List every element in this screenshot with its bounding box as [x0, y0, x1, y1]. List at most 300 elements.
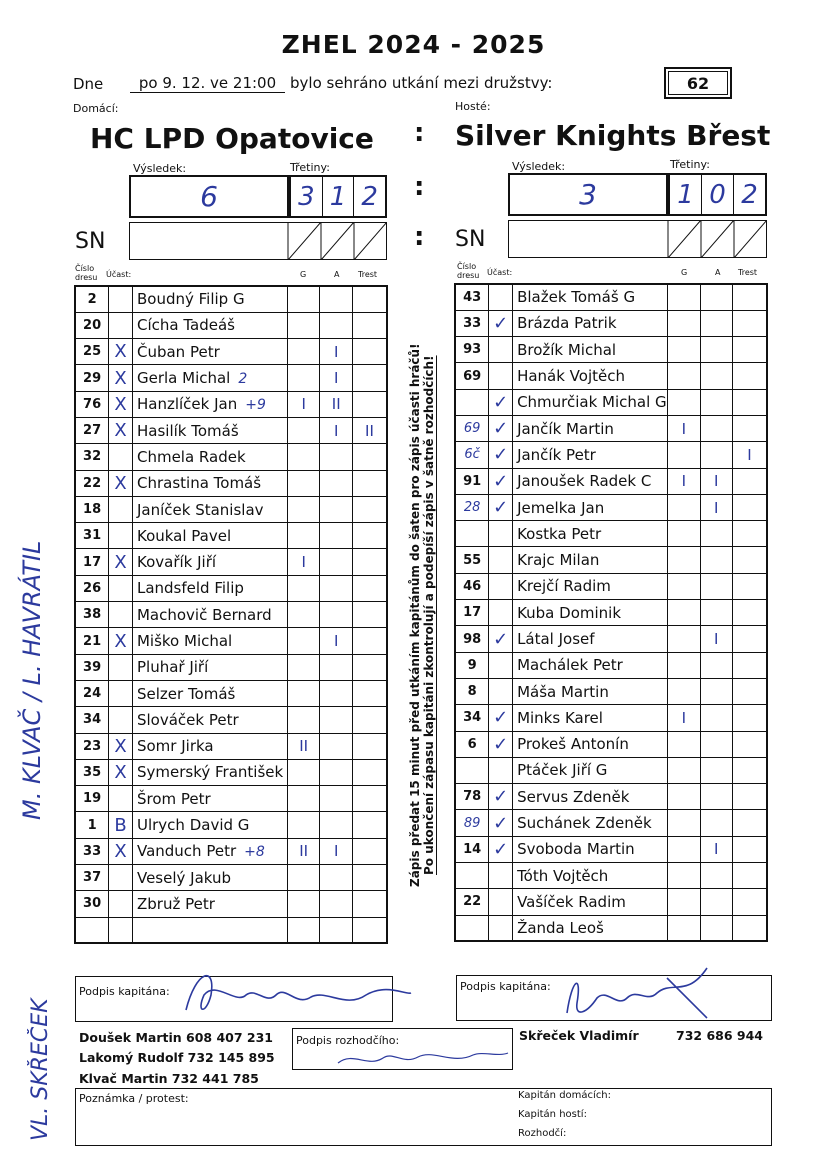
home-assists-cell[interactable]: I	[320, 417, 353, 443]
home-player-name[interactable]	[132, 891, 287, 917]
away-player-number[interactable]	[455, 863, 489, 889]
home-attendance-mark[interactable]	[109, 707, 133, 733]
home-attendance-mark[interactable]	[109, 891, 133, 917]
home-player-number[interactable]: 24	[75, 680, 109, 706]
home-assists-cell[interactable]	[320, 602, 353, 628]
home-assists-cell[interactable]	[320, 575, 353, 601]
away-goals-cell[interactable]	[668, 521, 700, 547]
away-player-name[interactable]	[513, 573, 668, 599]
home-goals-cell[interactable]	[287, 523, 320, 549]
away-attendance-mark[interactable]: ✓	[489, 468, 513, 494]
home-assists-cell[interactable]: I	[320, 365, 353, 391]
home-attendance-mark[interactable]	[109, 312, 133, 338]
home-assists-cell[interactable]: I	[320, 838, 353, 864]
away-attendance-mark[interactable]	[489, 573, 513, 599]
away-player-name[interactable]	[513, 652, 668, 678]
away-assists-cell[interactable]	[700, 915, 732, 941]
home-assists-cell[interactable]	[320, 286, 353, 312]
away-goals-cell[interactable]	[668, 442, 700, 468]
away-penalty-cell[interactable]	[732, 389, 767, 415]
home-player-number[interactable]: 1	[75, 812, 109, 838]
away-goals-cell[interactable]	[668, 494, 700, 520]
home-player-name[interactable]	[132, 680, 287, 706]
away-penalty-cell[interactable]	[732, 468, 767, 494]
home-attendance-mark[interactable]	[109, 602, 133, 628]
away-penalty-cell[interactable]	[732, 310, 767, 336]
home-assists-cell[interactable]	[320, 312, 353, 338]
home-attendance-mark[interactable]	[109, 523, 133, 549]
home-player-name[interactable]	[132, 312, 287, 338]
home-goals-cell[interactable]	[287, 339, 320, 365]
away-player-name[interactable]	[513, 468, 668, 494]
away-attendance-mark[interactable]: ✓	[489, 310, 513, 336]
home-attendance-mark[interactable]: X	[109, 549, 133, 575]
home-goals-cell[interactable]	[287, 417, 320, 443]
away-captain-signature-box[interactable]	[456, 975, 772, 1021]
home-player-name[interactable]	[132, 812, 287, 838]
home-player-name[interactable]	[132, 838, 287, 864]
home-penalty-cell[interactable]	[352, 602, 387, 628]
away-player-number[interactable]: 34	[455, 705, 489, 731]
home-penalty-cell[interactable]	[352, 575, 387, 601]
home-goals-cell[interactable]	[287, 496, 320, 522]
away-player-name[interactable]	[513, 810, 668, 836]
away-player-name[interactable]	[513, 337, 668, 363]
away-attendance-mark[interactable]: ✓	[489, 494, 513, 520]
away-penalty-cell[interactable]	[732, 652, 767, 678]
away-attendance-mark[interactable]	[489, 337, 513, 363]
away-assists-cell[interactable]	[700, 731, 732, 757]
away-goals-cell[interactable]	[668, 731, 700, 757]
away-goals-cell[interactable]	[668, 389, 700, 415]
home-player-name[interactable]	[132, 365, 287, 391]
home-player-name[interactable]	[132, 602, 287, 628]
away-player-name[interactable]	[513, 784, 668, 810]
away-player-number[interactable]: 91	[455, 468, 489, 494]
home-penalty-cell[interactable]	[352, 339, 387, 365]
home-player-number[interactable]: 17	[75, 549, 109, 575]
home-penalty-cell[interactable]	[352, 365, 387, 391]
home-player-number[interactable]: 27	[75, 417, 109, 443]
away-assists-cell[interactable]	[700, 863, 732, 889]
away-penalty-cell[interactable]	[732, 836, 767, 862]
home-attendance-mark[interactable]: X	[109, 628, 133, 654]
away-player-name[interactable]	[513, 863, 668, 889]
away-player-number[interactable]	[455, 389, 489, 415]
away-goals-cell[interactable]	[668, 284, 700, 310]
home-attendance-mark[interactable]: B	[109, 812, 133, 838]
home-penalty-cell[interactable]	[352, 865, 387, 891]
home-player-number[interactable]: 29	[75, 365, 109, 391]
away-assists-cell[interactable]: I	[700, 836, 732, 862]
home-player-number[interactable]: 35	[75, 759, 109, 785]
away-goals-cell[interactable]: I	[668, 415, 700, 441]
home-attendance-mark[interactable]	[109, 786, 133, 812]
away-player-name[interactable]	[513, 757, 668, 783]
away-penalty-cell[interactable]	[732, 810, 767, 836]
home-player-name[interactable]	[132, 628, 287, 654]
home-assists-cell[interactable]	[320, 917, 353, 943]
home-player-name[interactable]	[132, 733, 287, 759]
away-goals-cell[interactable]	[668, 863, 700, 889]
home-player-number[interactable]: 20	[75, 312, 109, 338]
away-assists-cell[interactable]	[700, 521, 732, 547]
away-assists-cell[interactable]	[700, 363, 732, 389]
away-player-number[interactable]: 98	[455, 626, 489, 652]
away-goals-cell[interactable]: I	[668, 705, 700, 731]
home-player-number[interactable]: 23	[75, 733, 109, 759]
home-attendance-mark[interactable]	[109, 680, 133, 706]
home-player-number[interactable]: 37	[75, 865, 109, 891]
away-penalty-cell[interactable]	[732, 521, 767, 547]
away-goals-cell[interactable]	[668, 889, 700, 915]
home-penalty-cell[interactable]	[352, 496, 387, 522]
home-goals-cell[interactable]	[287, 365, 320, 391]
home-goals-cell[interactable]	[287, 312, 320, 338]
away-assists-cell[interactable]	[700, 810, 732, 836]
away-player-name[interactable]	[513, 310, 668, 336]
away-assists-cell[interactable]	[700, 415, 732, 441]
home-player-name[interactable]	[132, 444, 287, 470]
away-player-name[interactable]	[513, 415, 668, 441]
home-assists-cell[interactable]	[320, 812, 353, 838]
away-assists-cell[interactable]	[700, 284, 732, 310]
home-player-name[interactable]	[132, 865, 287, 891]
home-goals-cell[interactable]	[287, 575, 320, 601]
away-player-number[interactable]: 69	[455, 363, 489, 389]
home-assists-cell[interactable]	[320, 707, 353, 733]
home-attendance-mark[interactable]	[109, 865, 133, 891]
home-goals-cell[interactable]	[287, 680, 320, 706]
away-player-name[interactable]	[513, 836, 668, 862]
away-assists-cell[interactable]: I	[700, 494, 732, 520]
home-player-name[interactable]	[132, 391, 287, 417]
away-assists-cell[interactable]: I	[700, 626, 732, 652]
away-goals-cell[interactable]	[668, 626, 700, 652]
away-assists-cell[interactable]	[700, 337, 732, 363]
home-assists-cell[interactable]	[320, 523, 353, 549]
remark-box[interactable]	[75, 1088, 772, 1146]
home-goals-cell[interactable]	[287, 602, 320, 628]
home-player-name[interactable]	[132, 470, 287, 496]
away-attendance-mark[interactable]: ✓	[489, 731, 513, 757]
home-player-number[interactable]: 34	[75, 707, 109, 733]
away-attendance-mark[interactable]	[489, 757, 513, 783]
home-goals-cell[interactable]	[287, 286, 320, 312]
home-player-number[interactable]: 31	[75, 523, 109, 549]
away-penalty-cell[interactable]	[732, 337, 767, 363]
away-attendance-mark[interactable]: ✓	[489, 626, 513, 652]
home-assists-cell[interactable]: I	[320, 339, 353, 365]
away-player-number[interactable]: 9	[455, 652, 489, 678]
away-player-number[interactable]: 55	[455, 547, 489, 573]
away-player-name[interactable]	[513, 389, 668, 415]
referee-signature-box[interactable]	[292, 1028, 513, 1070]
away-player-name[interactable]	[513, 731, 668, 757]
away-attendance-mark[interactable]: ✓	[489, 389, 513, 415]
home-attendance-mark[interactable]	[109, 496, 133, 522]
away-player-number[interactable]: 69	[455, 415, 489, 441]
home-penalty-cell[interactable]	[352, 628, 387, 654]
home-penalty-cell[interactable]	[352, 680, 387, 706]
home-penalty-cell[interactable]	[352, 654, 387, 680]
home-goals-cell[interactable]	[287, 628, 320, 654]
away-player-number[interactable]: 22	[455, 889, 489, 915]
away-player-number[interactable]: 43	[455, 284, 489, 310]
away-attendance-mark[interactable]	[489, 284, 513, 310]
home-assists-cell[interactable]: II	[320, 391, 353, 417]
away-goals-cell[interactable]	[668, 836, 700, 862]
home-penalty-cell[interactable]	[352, 391, 387, 417]
home-player-number[interactable]: 25	[75, 339, 109, 365]
home-player-number[interactable]: 33	[75, 838, 109, 864]
home-player-number[interactable]: 30	[75, 891, 109, 917]
away-assists-cell[interactable]	[700, 389, 732, 415]
home-attendance-mark[interactable]	[109, 917, 133, 943]
home-goals-cell[interactable]	[287, 812, 320, 838]
home-goals-cell[interactable]	[287, 470, 320, 496]
away-player-number[interactable]: 17	[455, 600, 489, 626]
home-assists-cell[interactable]	[320, 654, 353, 680]
away-assists-cell[interactable]	[700, 889, 732, 915]
home-goals-cell[interactable]	[287, 891, 320, 917]
home-goals-cell[interactable]	[287, 444, 320, 470]
away-goals-cell[interactable]	[668, 337, 700, 363]
home-goals-cell[interactable]: II	[287, 733, 320, 759]
home-player-name[interactable]	[132, 417, 287, 443]
home-attendance-mark[interactable]	[109, 654, 133, 680]
away-attendance-mark[interactable]	[489, 363, 513, 389]
away-penalty-cell[interactable]	[732, 915, 767, 941]
away-player-number[interactable]: 6	[455, 731, 489, 757]
home-attendance-mark[interactable]: X	[109, 365, 133, 391]
home-player-name[interactable]	[132, 786, 287, 812]
away-player-number[interactable]: 89	[455, 810, 489, 836]
away-goals-cell[interactable]	[668, 363, 700, 389]
away-player-number[interactable]: 6č	[455, 442, 489, 468]
away-attendance-mark[interactable]	[489, 547, 513, 573]
away-penalty-cell[interactable]	[732, 415, 767, 441]
home-player-name[interactable]	[132, 575, 287, 601]
away-goals-cell[interactable]	[668, 600, 700, 626]
home-assists-cell[interactable]	[320, 891, 353, 917]
away-assists-cell[interactable]: I	[700, 468, 732, 494]
home-penalty-cell[interactable]	[352, 707, 387, 733]
away-player-name[interactable]	[513, 626, 668, 652]
away-player-number[interactable]: 14	[455, 836, 489, 862]
away-attendance-mark[interactable]	[489, 678, 513, 704]
away-goals-cell[interactable]	[668, 810, 700, 836]
home-goals-cell[interactable]	[287, 865, 320, 891]
away-attendance-mark[interactable]: ✓	[489, 784, 513, 810]
home-player-number[interactable]: 22	[75, 470, 109, 496]
away-assists-cell[interactable]	[700, 784, 732, 810]
home-assists-cell[interactable]: I	[320, 628, 353, 654]
home-penalty-cell[interactable]	[352, 470, 387, 496]
away-player-name[interactable]	[513, 889, 668, 915]
away-player-name[interactable]	[513, 600, 668, 626]
away-penalty-cell[interactable]	[732, 889, 767, 915]
away-attendance-mark[interactable]	[489, 652, 513, 678]
home-penalty-cell[interactable]	[352, 523, 387, 549]
home-assists-cell[interactable]	[320, 549, 353, 575]
home-attendance-mark[interactable]: X	[109, 470, 133, 496]
away-penalty-cell[interactable]	[732, 678, 767, 704]
away-attendance-mark[interactable]: ✓	[489, 705, 513, 731]
away-goals-cell[interactable]	[668, 757, 700, 783]
home-player-name[interactable]	[132, 654, 287, 680]
away-assists-cell[interactable]	[700, 652, 732, 678]
away-player-name[interactable]	[513, 915, 668, 941]
home-penalty-cell[interactable]	[352, 549, 387, 575]
away-player-number[interactable]	[455, 521, 489, 547]
home-goals-cell[interactable]	[287, 917, 320, 943]
home-attendance-mark[interactable]: X	[109, 759, 133, 785]
away-player-number[interactable]: 93	[455, 337, 489, 363]
away-attendance-mark[interactable]	[489, 600, 513, 626]
home-assists-cell[interactable]	[320, 496, 353, 522]
home-assists-cell[interactable]	[320, 444, 353, 470]
away-assists-cell[interactable]	[700, 310, 732, 336]
home-penalty-cell[interactable]	[352, 759, 387, 785]
away-player-number[interactable]: 33	[455, 310, 489, 336]
away-player-number[interactable]: 46	[455, 573, 489, 599]
away-penalty-cell[interactable]	[732, 784, 767, 810]
away-attendance-mark[interactable]: ✓	[489, 415, 513, 441]
away-penalty-cell[interactable]	[732, 731, 767, 757]
home-goals-cell[interactable]	[287, 707, 320, 733]
home-attendance-mark[interactable]: X	[109, 339, 133, 365]
home-assists-cell[interactable]	[320, 470, 353, 496]
home-player-number[interactable]: 21	[75, 628, 109, 654]
away-player-number[interactable]	[455, 915, 489, 941]
away-player-name[interactable]	[513, 284, 668, 310]
home-assists-cell[interactable]	[320, 865, 353, 891]
home-player-number[interactable]: 38	[75, 602, 109, 628]
home-penalty-cell[interactable]: II	[352, 417, 387, 443]
away-assists-cell[interactable]	[700, 442, 732, 468]
away-attendance-mark[interactable]	[489, 863, 513, 889]
home-player-number[interactable]	[75, 917, 109, 943]
away-player-name[interactable]	[513, 442, 668, 468]
away-goals-cell[interactable]	[668, 915, 700, 941]
away-assists-cell[interactable]	[700, 705, 732, 731]
away-penalty-cell[interactable]	[732, 573, 767, 599]
away-attendance-mark[interactable]: ✓	[489, 836, 513, 862]
home-attendance-mark[interactable]: X	[109, 838, 133, 864]
home-player-number[interactable]: 26	[75, 575, 109, 601]
home-player-name[interactable]	[132, 496, 287, 522]
home-goals-cell[interactable]	[287, 654, 320, 680]
home-player-number[interactable]: 18	[75, 496, 109, 522]
away-penalty-cell[interactable]	[732, 705, 767, 731]
home-attendance-mark[interactable]: X	[109, 417, 133, 443]
away-goals-cell[interactable]	[668, 547, 700, 573]
away-player-number[interactable]: 78	[455, 784, 489, 810]
home-penalty-cell[interactable]	[352, 286, 387, 312]
away-player-name[interactable]	[513, 521, 668, 547]
away-attendance-mark[interactable]	[489, 889, 513, 915]
home-attendance-mark[interactable]: X	[109, 733, 133, 759]
away-player-name[interactable]	[513, 363, 668, 389]
home-assists-cell[interactable]	[320, 759, 353, 785]
home-player-number[interactable]: 76	[75, 391, 109, 417]
away-attendance-mark[interactable]	[489, 915, 513, 941]
home-assists-cell[interactable]	[320, 786, 353, 812]
home-player-name[interactable]	[132, 339, 287, 365]
away-player-name[interactable]	[513, 494, 668, 520]
away-penalty-cell[interactable]	[732, 547, 767, 573]
home-attendance-mark[interactable]	[109, 575, 133, 601]
away-assists-cell[interactable]	[700, 573, 732, 599]
away-goals-cell[interactable]	[668, 652, 700, 678]
away-goals-cell[interactable]	[668, 678, 700, 704]
away-player-name[interactable]	[513, 705, 668, 731]
home-goals-cell[interactable]: I	[287, 549, 320, 575]
home-attendance-mark[interactable]	[109, 444, 133, 470]
home-assists-cell[interactable]	[320, 733, 353, 759]
away-player-number[interactable]	[455, 757, 489, 783]
home-player-name[interactable]	[132, 549, 287, 575]
away-penalty-cell[interactable]	[732, 363, 767, 389]
home-player-name[interactable]	[132, 523, 287, 549]
away-player-name[interactable]	[513, 678, 668, 704]
home-player-name[interactable]	[132, 707, 287, 733]
home-player-number[interactable]: 32	[75, 444, 109, 470]
away-penalty-cell[interactable]	[732, 494, 767, 520]
away-penalty-cell[interactable]	[732, 757, 767, 783]
home-attendance-mark[interactable]: X	[109, 391, 133, 417]
away-goals-cell[interactable]: I	[668, 468, 700, 494]
home-penalty-cell[interactable]	[352, 786, 387, 812]
away-attendance-mark[interactable]: ✓	[489, 810, 513, 836]
home-goals-cell[interactable]: II	[287, 838, 320, 864]
home-penalty-cell[interactable]	[352, 838, 387, 864]
home-player-number[interactable]: 39	[75, 654, 109, 680]
away-penalty-cell[interactable]	[732, 626, 767, 652]
away-penalty-cell[interactable]: I	[732, 442, 767, 468]
home-player-name[interactable]	[132, 917, 287, 943]
away-penalty-cell[interactable]	[732, 863, 767, 889]
away-penalty-cell[interactable]	[732, 600, 767, 626]
away-attendance-mark[interactable]: ✓	[489, 442, 513, 468]
home-goals-cell[interactable]	[287, 759, 320, 785]
away-penalty-cell[interactable]	[732, 284, 767, 310]
home-player-number[interactable]: 19	[75, 786, 109, 812]
home-penalty-cell[interactable]	[352, 891, 387, 917]
away-assists-cell[interactable]	[700, 547, 732, 573]
away-goals-cell[interactable]	[668, 573, 700, 599]
home-attendance-mark[interactable]	[109, 286, 133, 312]
home-penalty-cell[interactable]	[352, 812, 387, 838]
home-penalty-cell[interactable]	[352, 733, 387, 759]
home-penalty-cell[interactable]	[352, 444, 387, 470]
away-goals-cell[interactable]	[668, 784, 700, 810]
home-goals-cell[interactable]	[287, 786, 320, 812]
home-player-name[interactable]	[132, 759, 287, 785]
away-assists-cell[interactable]	[700, 757, 732, 783]
home-penalty-cell[interactable]	[352, 917, 387, 943]
home-penalty-cell[interactable]	[352, 312, 387, 338]
away-attendance-mark[interactable]	[489, 521, 513, 547]
away-assists-cell[interactable]	[700, 678, 732, 704]
home-goals-cell[interactable]: I	[287, 391, 320, 417]
home-player-name[interactable]	[132, 286, 287, 312]
home-captain-signature-box[interactable]	[75, 976, 393, 1022]
away-assists-cell[interactable]	[700, 600, 732, 626]
home-assists-cell[interactable]	[320, 680, 353, 706]
away-player-name[interactable]	[513, 547, 668, 573]
